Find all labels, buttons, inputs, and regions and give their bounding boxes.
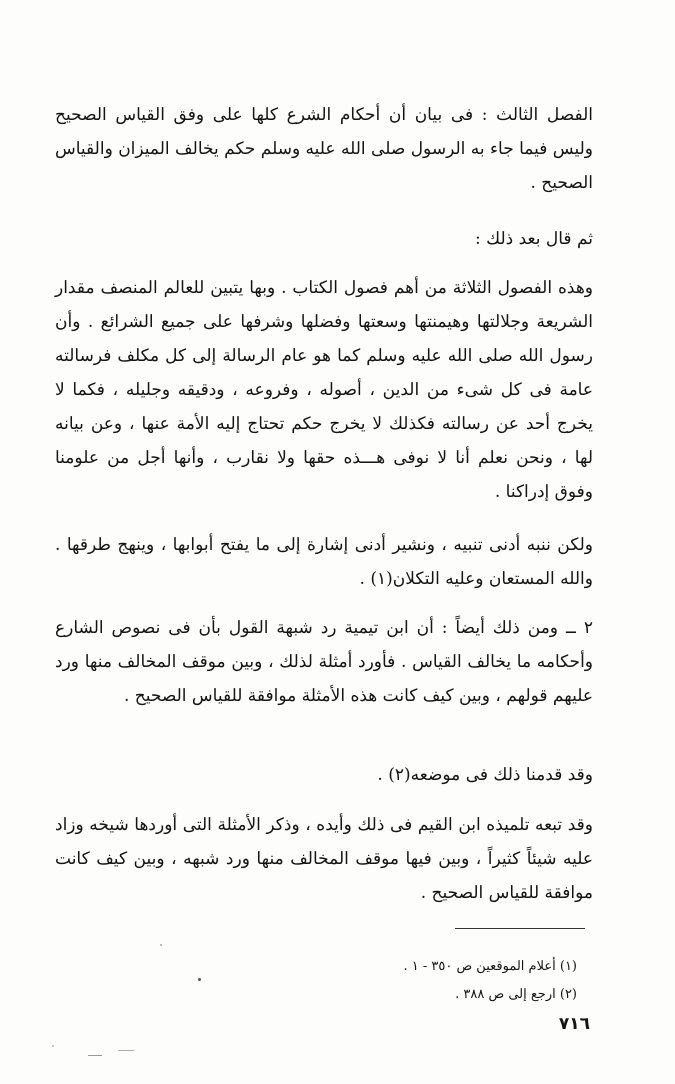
paragraph-brief-note: ولكن ننبه أدنى تنبيه ، ونشير أدنى إشارة إلى ما يفتح أبوابها ، وينهج طرقها . والله المستعان وعليه التكلان(١) .	[55, 535, 593, 589]
paragraph-three-chapters: وهذه الفصول الثلاثة من أهم فصول الكتاب . وبها يتبين للعالم المنصف مقدار الشريعة وجلالتها وهيمنتها وسعتها وفضلها وشرفها على جميع الشرائع . وأن رسول الله صلى الله عليه وسلم كما هو عام الرسالة إلى كل مكلف فرسالته عامة فى كل شىء من الدين ، أصوله ، وفروعه ، ودقيقه وجليله ، فكما لا يخرج أحد عن رسالته فكذلك لا يخرج حكم تحتاج إليه الأمة عنها ، وعن بيانه لها ، ونحن نعلم أنا لا نوفى هـــذه حقها ولا نقارب ، وأنها أجل من علومنا وفوق إدراكنا .	[55, 278, 593, 502]
paragraph-then-said: ثم قال بعد ذلك :	[475, 229, 593, 249]
footnote-2: (٢) ارجع إلى ص ٣٨٨ .	[455, 987, 577, 1002]
paragraph-ibn-taymiyya: ٢ ــ ومن ذلك أيضاً : أن ابن تيمية رد شبهة القول بأن فى نصوص الشارع وأحكامه ما يخالف القياس . فأورد أمثلة لذلك ، وبين موقف المخالف منها ورد عليهم قولهم ، وبين كيف كانت هذه الأمثلة موافقة للقياس الصحيح .	[55, 618, 593, 706]
scan-mark	[118, 1050, 134, 1051]
page-number: ٧١٦	[558, 1014, 590, 1034]
scan-mark	[88, 1055, 102, 1056]
scan-speck	[52, 1045, 54, 1047]
paragraph-ibn-qayyim: وقد تبعه تلميذه ابن القيم فى ذلك وأيده ، وذكر الأمثلة التى أوردها شيخه وزاد عليه شيئاً كثيراً ، وبين فيها موقف المخالف منها ورد شبهه ، وبين كيف كانت موافقة للقياس الصحيح .	[55, 815, 593, 903]
scan-speck	[160, 944, 162, 946]
paragraph-chapter-three: الفصل الثالث : فى بيان أن أحكام الشرع كلها على وفق القياس الصحيح وليس فيما جاء به الرسول صلى الله عليه وسلم حكم يخالف الميزان والقياس الصحيح .	[55, 105, 593, 193]
scan-speck	[198, 978, 201, 981]
footnote-separator	[455, 928, 585, 929]
paragraph-previously-mentioned: وقد قدمنا ذلك فى موضعه(٢) .	[377, 765, 593, 785]
footnote-1: (١) أعلام الموقعين ص ٣٥٠ - ١ .	[403, 959, 577, 974]
